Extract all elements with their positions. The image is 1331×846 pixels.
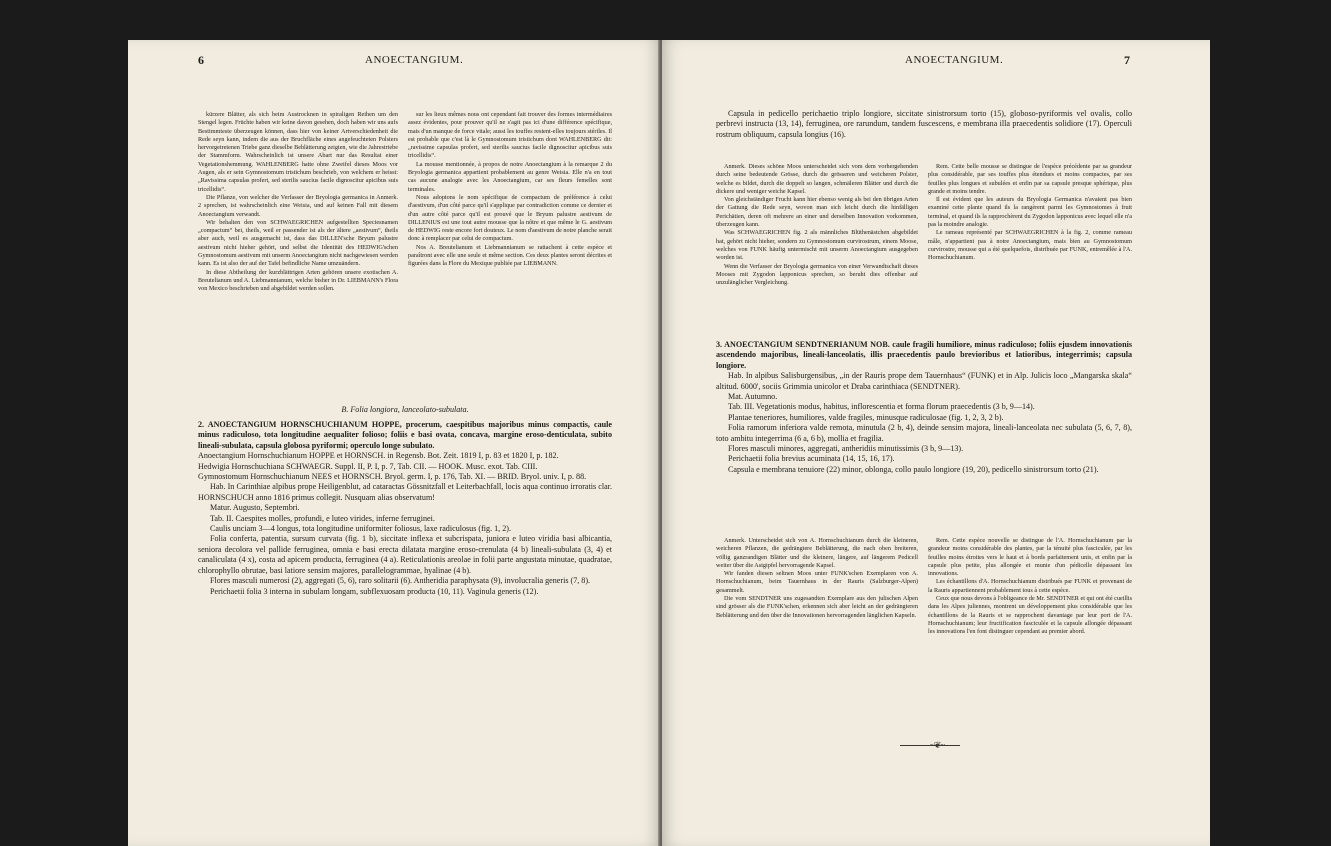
right-running-head: ANOECTANGIUM. <box>905 54 1004 66</box>
paragraph: In diese Abtheilung der kurzblättrigen Arten gehören unsere exotischen A. Breutelianum und A. Liebmannianum, welche bisher in Dr. LIEBMANN's Flora von Mexico beschrieben und abgebildet werden sollen. <box>198 268 398 293</box>
description: Perichaetii folia 3 interna in subulam longam, subflexuosam producta (10, 11). Vaginula generis (12). <box>210 586 539 596</box>
end-ornament: ~❦~ <box>930 740 945 750</box>
right-page-number: 7 <box>1124 53 1130 67</box>
paragraph: Ceux que nous devons à l'obligeance de Mr. SENDTNER et qui ont été cueillis dans les Alpes juliennes, montrent un développement plus considérable que les échantillons de la Rauris et se rapprochent davantage par leur port de l'A. Hornschuchianum; leur fructification fasciculée et la capsule allongée dépassant les innovations l'en font distinguer cependant au premier abord. <box>928 595 1132 636</box>
right-col-german <box>716 163 918 335</box>
maturity: Mat. Autumno. <box>728 392 778 402</box>
paragraph: Rem. Cette espèce nouvelle se distingue de l'A. Hornschuchianum par la grandeur moins considérable des plantes, par la ténuité plus fasciculée, par les feuilles moins étroites vers le haut et à bords parfaitement unis, et enfin par la capsule plus petite, plus allongée et munie d'un pédicelle dépassant les innovations. <box>928 537 1132 578</box>
paragraph: kürzere Blätter, als sich beim Austrocknen in spiraligen Reihen um den Stengel legen. Früchte haben wir keine davon gesehen, doch haben wir uns aufs Bestimmteste überzeugen können, dass hier von keiner Artverschiedenheit die Rede seyn kann, indem die aus der Bruchfläche eines angefeuchteten Polsters hervorgetretenen Triebe ganz dieselbe Beblätterung zeigten, wie die Jahrestriebe der Stammform. Wahrscheinlich ist unsere Abart nur das Resultat einer Vegetationshemmung. WAHLENBERG hatte ohne Zweifel dieses Moos vor Augen, als er sein Gymnostomum tristichum beschrieb, von welchem er heisst: „Ravissima capsulas profert, sed sterilis saucius facile dignoscitur apicibus suis tricellidis“. <box>198 111 398 193</box>
description: Perichaetii folia brevius acuminata (14, 15, 16, 17). <box>728 454 895 464</box>
paragraph: Wir behalten den von SCHWAEGRICHEN aufgestellten Speciesnamen „compactum“ bei, theils, weil er passender ist als der ältere „aestivum“, theils aber auch, weil es ausgemacht ist, dass das DILLEN'sche Bryum palustre aestivum nicht hieher gehört, und selbst die Identität des HEDWIG'schen Gymnostomum aestivum mit unserm Anoectangium nicht nachgewiesen werden kann. Es ist also der auf der Tafel befindliche Name umzuändern. <box>198 218 398 268</box>
description: Tab. III. Vegetationis modus, habitus, inflorescentia et forma florum praecedentis (3 b, 9—14). <box>728 402 1035 412</box>
species-title: 2. ANOECTANGIUM HORNSCHUCHIANUM HOPPE, procerum, caespitibus majoribus minus compactis, caule minus radiculoso, tota longitudine aequaliter folioso; foliis e basi ovata, concava, margine eroso-denticulata, subito lineali-subulata, capsula globosa pyriformi; operculo longe subulato. <box>198 420 612 450</box>
paragraph: Les échantillons d'A. Hornschuchianum distribués par FUNK et provenant de la Rauris appartiennent probablement tous à cette espèce. <box>928 578 1132 594</box>
description: Tab. II. Caespites molles, profundi, e luteo virides, inferne ferruginei. <box>210 513 435 523</box>
right-col-german-2 <box>716 537 918 737</box>
section-heading: B. Folia longiora, lanceolato-subulata. <box>341 405 469 414</box>
description: Folia conferta, patentia, sursum curvata (fig. 1 b), siccitate inflexa et subcrispata, juniora e luteo viridia basi albicantia, seniora decolora vel pallide ferruginea, omnia e basi erecta dilatata margine eroso-crenulata (4 b) lineali-subulata (3, 4) et canaliculata (4 x), costa ad apicem producta, ferruginea (4 a). Reticulationis areolae in folii parte angustata minutae, quadratae, chlorophyllo obrutae, basi latiore sensim majores, parallelogrammae, hyalinae (4 b). <box>198 534 612 575</box>
right-col-french-2 <box>928 537 1132 737</box>
left-col-german <box>198 111 398 399</box>
description: Flores masculi minores, aggregati, antheridiis minutissimis (3 b, 9—13). <box>728 444 964 454</box>
left-running-head: ANOECTANGIUM. <box>365 54 464 66</box>
paragraph: sur les lieux mêmes nous ont cependant fait trouver des formes intermédiaires assez évidentes, pour prouver qu'il ne s'agit pas ici d'une différence spécifique, mais d'un manque de force vitale; aussi les touffes restent-elles toujours stériles. Il est probable que c'est là le Gymnostomum tristichum dont WAHLENBERG dit: „ravissime capsulas profert, sed sterilis saucius facile dignoscitur apicibus suis tricellidis“. <box>408 111 612 160</box>
habitat: Hab. In Carinthiae alpibus prope Heiligenblut, ad cataractas Gössnitzfall et Leiterbachfall, locis aqua continuo irroratis clar. HORNSCHUCH anno 1816 primus collegit. Nusquam alias observatum! <box>198 482 612 502</box>
paragraph: Von gleichständiger Frucht kann hier ebenso wenig als bei den übrigen Arten der Gattung die Rede seyn, wovon man sich leicht durch die hinfälligen Perichätien, deren oft mehrere an einer und derselben Innovation vorkommen, überzeugen kann. <box>716 196 918 229</box>
paragraph: Die Pflanze, von welcher die Verfasser der Bryologia germanica in Anmerk. 2 sprechen, ist wahrscheinlich eine Weisia, und auf keinen Fall mit diesem Anoectangium verwandt. <box>198 193 398 218</box>
synonym: Anoectangium Hornschuchianum HOPPE et HORNSCH. in Regensb. Bot. Zeit. 1819 I, p. 83 et 1820 I, p. 182. <box>198 451 559 461</box>
paragraph: La mousse mentionnée, à propos de notre Anoectangium à la remarque 2 du Bryologia germanica appartient probablement au genre Weisia. Elle n'a en tout cas aucune analogie avec les Anoectangium, car ses fleurs femelles sont terminales. <box>408 160 612 193</box>
paragraph: Die vom SENDTNER uns zugesandten Exemplare aus den julischen Alpen sind grösser als die FUNK'schen, erkennen sich aber leicht an der gedrängteren Beblätterung und den über die Innovationen hervorragenden länglichen Kapseln. <box>716 595 918 619</box>
paragraph: Rem. Cette belle mousse se distingue de l'espèce précédente par sa grandeur plus considérable, par ses touffes plus étendues et moins compactes, par ses feuilles plus longues et subulées et enfin par sa capsule presque sphérique, plus grande et moins tendre. <box>928 163 1132 195</box>
paragraph: Nos A. Breutelianum et Liebmannianum se rattachent à cette espèce et paraîtront avec elle une seule et même section. Ces deux plantes seront décrites et figurées dans la Flore du Mexique publiée par LIEBMANN. <box>408 243 612 268</box>
synonym: Gymnostomum Hornschuchianum NEES et HORNSCH. Bryol. germ. I, p. 176, Tab. XI. — BRID. Bryol. univ. I, p. 88. <box>198 472 587 482</box>
paragraph: Nous adoptons le nom spécifique de compactum de préférence à celui d'aestivum, d'un côté parce qu'il s'applique par contradiction comme ce dernier et d'un autre côté parce qu'il est prouvé que le Bryum palustre aestivum de DILLENIUS est une tout autre mousse que la nôtre et que même le G. aestivum de HEDWIG reste encore fort douteux. Le nom d'aestivum de notre planche serait donc à remplacer par celui de compactum. <box>408 193 612 243</box>
description: Caulis unciam 3—4 longus, tota longitudine uniformiter foliosus, laxe radiculosus (fig. 1, 2). <box>210 524 511 534</box>
synonym: Hedwigia Hornschuchiana SCHWAEGR. Suppl. II, P. I, p. 7, Tab. CII. — HOOK. Musc. exot. Tab. CIII. <box>198 461 538 471</box>
description: Plantae teneriores, humiliores, valde fragiles, minusque radiculosae (fig. 1, 2, 3, 2 b). <box>728 412 1004 422</box>
paragraph: Wenn die Verfasser der Bryologia germanica von einer Verwandtschaft dieses Mooses mit Zygodon lapponicus sprechen, so beruht dies offenbar auf unzulänglicher Vergleichung. <box>716 262 918 287</box>
paragraph: Anmerk. Dieses schöne Moos unterscheidet sich vom dem vorhergehenden durch seine bedeutende Grösse, durch die grösseren und weicheren Polster, welche es bildet, durch die doppelt so langen, schmäleren Blätter und durch die dickere und weniger weiche Kapsel. <box>716 163 918 195</box>
paragraph: Wir fanden diesen seltnen Moos unter FUNK'schen Exemplaren von A. Hornschuchianum, beim Tauernhaus in der Rauris (Salzburger-Alpen) gesammelt. <box>716 570 918 594</box>
paragraph: Capsula in pedicello perichaetio triplo longiore, siccitate sinistrorsum torto (15), globoso-pyriformis vel ovalis, collo perbrevi instructa (13, 14), ferruginea, ore rarundum, tandem fuscescens, e membrana illa praecedentis solidiore (17). Operculi rostrum obliquum, capsula longius (16). <box>716 109 1132 139</box>
species-3-block <box>716 340 1132 530</box>
paragraph: Anmerk. Unterscheidet sich von A. Hornschuchianum durch die kleineren, weicheren Pflanzen, die gedrängtere Beblätterung, die nach oben breiteren, völlig ganzrandigen Blätter und die kleinere, längere, auf längerem Pedicell weiter über die Astgipfel hervorragende Kapsel. <box>716 537 918 569</box>
species-2-block <box>198 420 612 760</box>
species-title: 3. ANOECTANGIUM SENDTNERIANUM NOB. caule fragili humiliore, minus radiculoso; foliis ejusdem innovationis ascendendo majoribus, lineali-lanceolatis, illis praecedentis paulo brevioribus et latioribus, integerrimis; capsula longiore. <box>716 340 1132 370</box>
capsule-paragraph <box>716 109 1132 161</box>
left-col-french <box>408 111 612 399</box>
habitat: Hab. In alpibus Salisburgensibus, „in der Rauris prope dem Tauernhaus“ (FUNK) et in Alp. Julicis loco „Mangarska skala“ altitud. 6000', sociis Grimmia unicolor et Draba carinthiaca (SENDTNER). <box>716 371 1132 391</box>
description: Capsula e membrana tenuiore (22) minor, oblonga, collo paulo longiore (19, 20), pedicello sinistrorsum torto (21). <box>728 464 1099 474</box>
paragraph: Le rameau représenté par SCHWAEGRICHEN à la fig. 2, comme rameau mâle, n'appartient pas à notre Anoectangium, mais bien au Gymnostomum curvirostre, mousse qui a été quelquefois, distribuée par FUNK, entremêlée à l'A. Hornschuchianum. <box>928 229 1132 262</box>
left-page-number: 6 <box>198 53 204 67</box>
description: Flores masculi numerosi (2), aggregati (5, 6), raro solitarii (6). Antheridia paraphysata (9), involucralia generis (7, 8). <box>210 576 591 586</box>
description: Folia ramorum inferiora valde remota, minutula (2 b, 4), deinde sensim majora, lineali-lanceolata nec subulata (5, 6, 7, 8), toto ambitu integerrima (6 a, 6 b), mollia et fragilia. <box>716 423 1132 443</box>
maturity: Matur. Augusto, Septembri. <box>210 503 300 513</box>
paragraph: Il est évident que les auteurs du Bryologia Germanica n'avaient pas bien examiné cette plante quand ils la rangèrent parmi les Gymnostomes à fruit terminal, et quand ils la rapprochèrent du Zygodon lapponicus avec lequel elle n'a pas la moindre analogie. <box>928 196 1132 229</box>
right-col-french <box>928 163 1132 335</box>
paragraph: Was SCHWAEGRICHEN fig. 2 als männliches Blüthenästchen abgebildet hat, gehört nicht hieher, sondern zu Gymnostomum curvirostrum, einem Moose, welches von FUNK häufig untermischt mit unserm Anoectangium ausgegeben worden ist. <box>716 229 918 262</box>
